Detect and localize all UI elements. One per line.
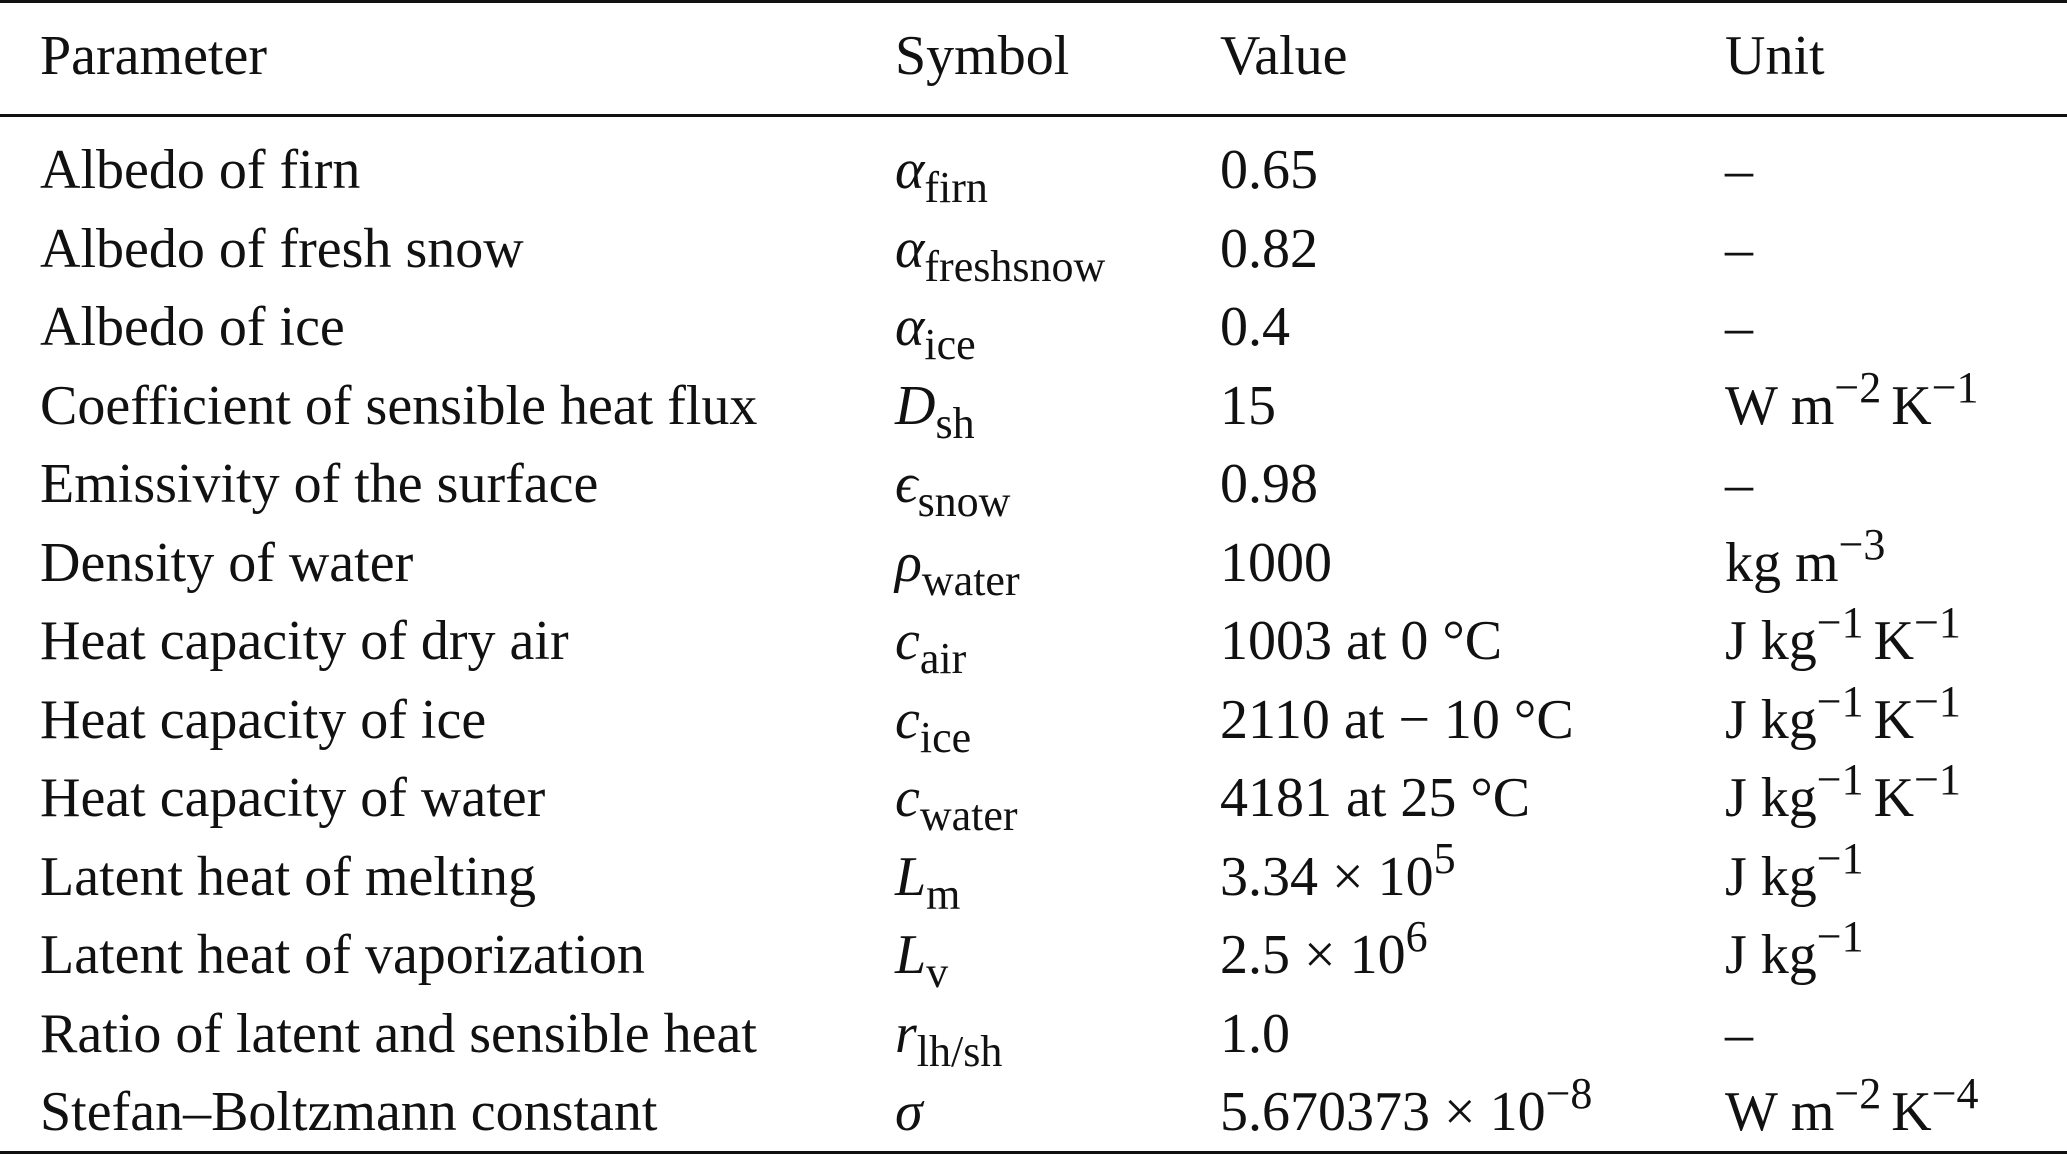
value-cell — [1220, 682, 1574, 758]
value-text: 1.0 — [1220, 1003, 1290, 1065]
symbol-cell — [895, 289, 976, 369]
parameter-cell: Stefan–Boltzmann constant — [40, 1081, 658, 1143]
parameter-cell: Emissivity of the surface — [40, 453, 599, 515]
unit-cell — [1725, 211, 1753, 287]
unit-text: – — [1725, 296, 1753, 358]
symbol-cell — [895, 996, 1002, 1076]
symbol-base: c — [895, 767, 920, 829]
table-row — [0, 289, 2067, 369]
table-row — [0, 363, 2067, 448]
symbol-subscript: sh — [935, 399, 975, 448]
symbol-subscript: air — [919, 634, 967, 683]
symbol-subscript: freshsnow — [924, 242, 1106, 291]
value-text: 0.98 — [1220, 453, 1318, 515]
unit-text: – — [1725, 139, 1753, 201]
symbol-cell — [895, 368, 975, 448]
unit-cell — [1725, 834, 1864, 919]
unit-exponent: −4 — [1931, 1069, 1979, 1118]
value-cell — [1220, 525, 1332, 601]
symbol-cell — [895, 446, 1010, 526]
symbol-base: σ — [895, 1081, 923, 1143]
symbol-base: α — [895, 139, 925, 201]
parameter-cell: Heat capacity of ice — [40, 689, 487, 751]
table-row — [0, 912, 2067, 997]
symbol-cell — [895, 682, 971, 762]
unit-text: K — [1891, 375, 1932, 437]
parameter-cell: Albedo of fresh snow — [40, 218, 524, 280]
symbol-base: L — [895, 846, 927, 908]
value-text: 0.4 — [1220, 296, 1290, 358]
value-exponent: −8 — [1545, 1069, 1593, 1118]
symbol-subscript: v — [926, 948, 949, 997]
table-row — [0, 677, 2067, 762]
parameter-cell: Latent heat of vaporization — [40, 924, 645, 986]
value-text: 15 — [1220, 375, 1276, 437]
symbol-cell — [895, 760, 1018, 840]
symbol-base: ρ — [895, 532, 922, 594]
value-text: 0.65 — [1220, 139, 1318, 201]
value-cell — [1220, 1069, 1593, 1154]
unit-cell — [1725, 132, 1753, 208]
parameter-cell: Albedo of ice — [40, 296, 345, 358]
header-parameter: Parameter — [40, 25, 267, 87]
value-cell — [1220, 211, 1318, 287]
header-symbol: Symbol — [895, 25, 1070, 87]
unit-text: J kg — [1725, 767, 1817, 829]
parameter-cell: Latent heat of melting — [40, 846, 537, 908]
unit-exponent: −1 — [1816, 912, 1864, 961]
table-row — [0, 598, 2067, 683]
table-row — [0, 996, 2067, 1076]
unit-exponent: −1 — [1816, 677, 1864, 726]
value-cell — [1220, 446, 1318, 522]
unit-text: K — [1873, 689, 1915, 751]
symbol-base: α — [895, 218, 925, 280]
table-row — [0, 446, 2067, 526]
unit-cell — [1725, 1069, 1979, 1154]
unit-text: – — [1725, 453, 1753, 515]
value-cell — [1220, 368, 1276, 444]
header-unit: Unit — [1725, 25, 1825, 87]
unit-exponent: −2 — [1834, 1069, 1882, 1118]
unit-cell — [1725, 996, 1753, 1072]
unit-cell — [1725, 677, 1961, 762]
value-text: 1000 — [1220, 532, 1332, 594]
value-cell — [1220, 603, 1502, 679]
unit-text: W m — [1725, 375, 1835, 437]
unit-cell — [1725, 598, 1961, 683]
value-cell — [1220, 834, 1456, 919]
unit-exponent: −1 — [1931, 363, 1979, 412]
unit-text: K — [1891, 1081, 1932, 1143]
parameter-cell: Coefficient of sensible heat flux — [40, 375, 758, 437]
unit-cell — [1725, 520, 1886, 605]
parameter-cell: Albedo of firn — [40, 139, 361, 201]
unit-exponent: −1 — [1914, 755, 1961, 804]
symbol-subscript: ice — [919, 713, 972, 762]
symbol-subscript: snow — [917, 477, 1011, 526]
symbol-cell — [895, 132, 988, 212]
symbol-base: L — [895, 924, 927, 986]
parameter-cell: Heat capacity of dry air — [40, 610, 569, 672]
unit-cell — [1725, 912, 1864, 997]
symbol-cell — [895, 603, 966, 683]
value-cell — [1220, 132, 1318, 208]
table-header-rule — [0, 114, 2067, 117]
unit-text: kg m — [1725, 532, 1839, 594]
symbol-base: c — [895, 689, 920, 751]
parameter-cell: Heat capacity of water — [40, 767, 546, 829]
value-text: 5.670373 × 10 — [1220, 1081, 1546, 1143]
unit-text: K — [1873, 610, 1915, 672]
table-row — [0, 132, 2067, 212]
value-text: 1003 at 0 °C — [1220, 610, 1503, 672]
value-exponent: 5 — [1433, 834, 1456, 883]
unit-exponent: −1 — [1914, 598, 1961, 647]
symbol-subscript: m — [926, 870, 961, 919]
unit-exponent: −1 — [1816, 598, 1864, 647]
symbol-subscript: lh/sh — [916, 1027, 1003, 1076]
table-row — [0, 755, 2067, 840]
symbol-base: r — [895, 1003, 917, 1065]
unit-text: J kg — [1725, 924, 1817, 986]
unit-cell — [1725, 289, 1753, 365]
parameter-cell: Ratio of latent and sensible heat — [40, 1003, 757, 1065]
unit-exponent: −1 — [1816, 755, 1864, 804]
table-row — [0, 211, 2067, 291]
value-text: 2.5 × 10 — [1220, 924, 1406, 986]
symbol-subscript: water — [921, 556, 1020, 605]
unit-exponent: −2 — [1834, 363, 1882, 412]
value-cell — [1220, 760, 1530, 836]
value-cell — [1220, 996, 1290, 1072]
symbol-subscript: firn — [924, 163, 988, 212]
table-header-row — [0, 18, 2067, 94]
table-top-rule — [0, 0, 2067, 3]
value-text: 4181 at 25 °C — [1220, 767, 1531, 829]
table-bottom-rule — [0, 1151, 2067, 1154]
value-cell — [1220, 289, 1290, 365]
parameter-cell: Density of water — [40, 532, 414, 594]
table-row — [0, 520, 2067, 605]
unit-text: J kg — [1725, 689, 1817, 751]
unit-text: – — [1725, 218, 1753, 280]
table-row — [0, 1069, 2067, 1150]
unit-cell — [1725, 755, 1961, 840]
symbol-cell — [895, 839, 960, 919]
header-value: Value — [1220, 25, 1348, 87]
unit-exponent: −3 — [1838, 520, 1886, 569]
symbol-cell — [895, 1074, 923, 1150]
symbol-cell — [895, 525, 1020, 605]
unit-text: – — [1725, 1003, 1753, 1065]
unit-cell — [1725, 363, 1979, 448]
unit-text: W m — [1725, 1081, 1835, 1143]
value-cell — [1220, 912, 1428, 997]
unit-exponent: −1 — [1816, 834, 1864, 883]
value-exponent: 6 — [1405, 912, 1428, 961]
unit-text: J kg — [1725, 846, 1817, 908]
table-row — [0, 834, 2067, 919]
value-text: 3.34 × 10 — [1220, 846, 1434, 908]
unit-text: K — [1873, 767, 1915, 829]
unit-exponent: −1 — [1914, 677, 1961, 726]
symbol-base: α — [895, 296, 925, 358]
symbol-cell — [895, 211, 1105, 291]
value-text: 2110 at − 10 °C — [1220, 689, 1574, 751]
symbol-subscript: ice — [924, 320, 976, 369]
symbol-subscript: water — [919, 791, 1018, 840]
symbol-base: ϵ — [895, 453, 918, 515]
unit-text: J kg — [1725, 610, 1817, 672]
value-text: 0.82 — [1220, 218, 1318, 280]
symbol-cell — [895, 917, 948, 997]
symbol-base: D — [895, 375, 936, 437]
unit-cell — [1725, 446, 1753, 522]
symbol-base: c — [895, 610, 920, 672]
